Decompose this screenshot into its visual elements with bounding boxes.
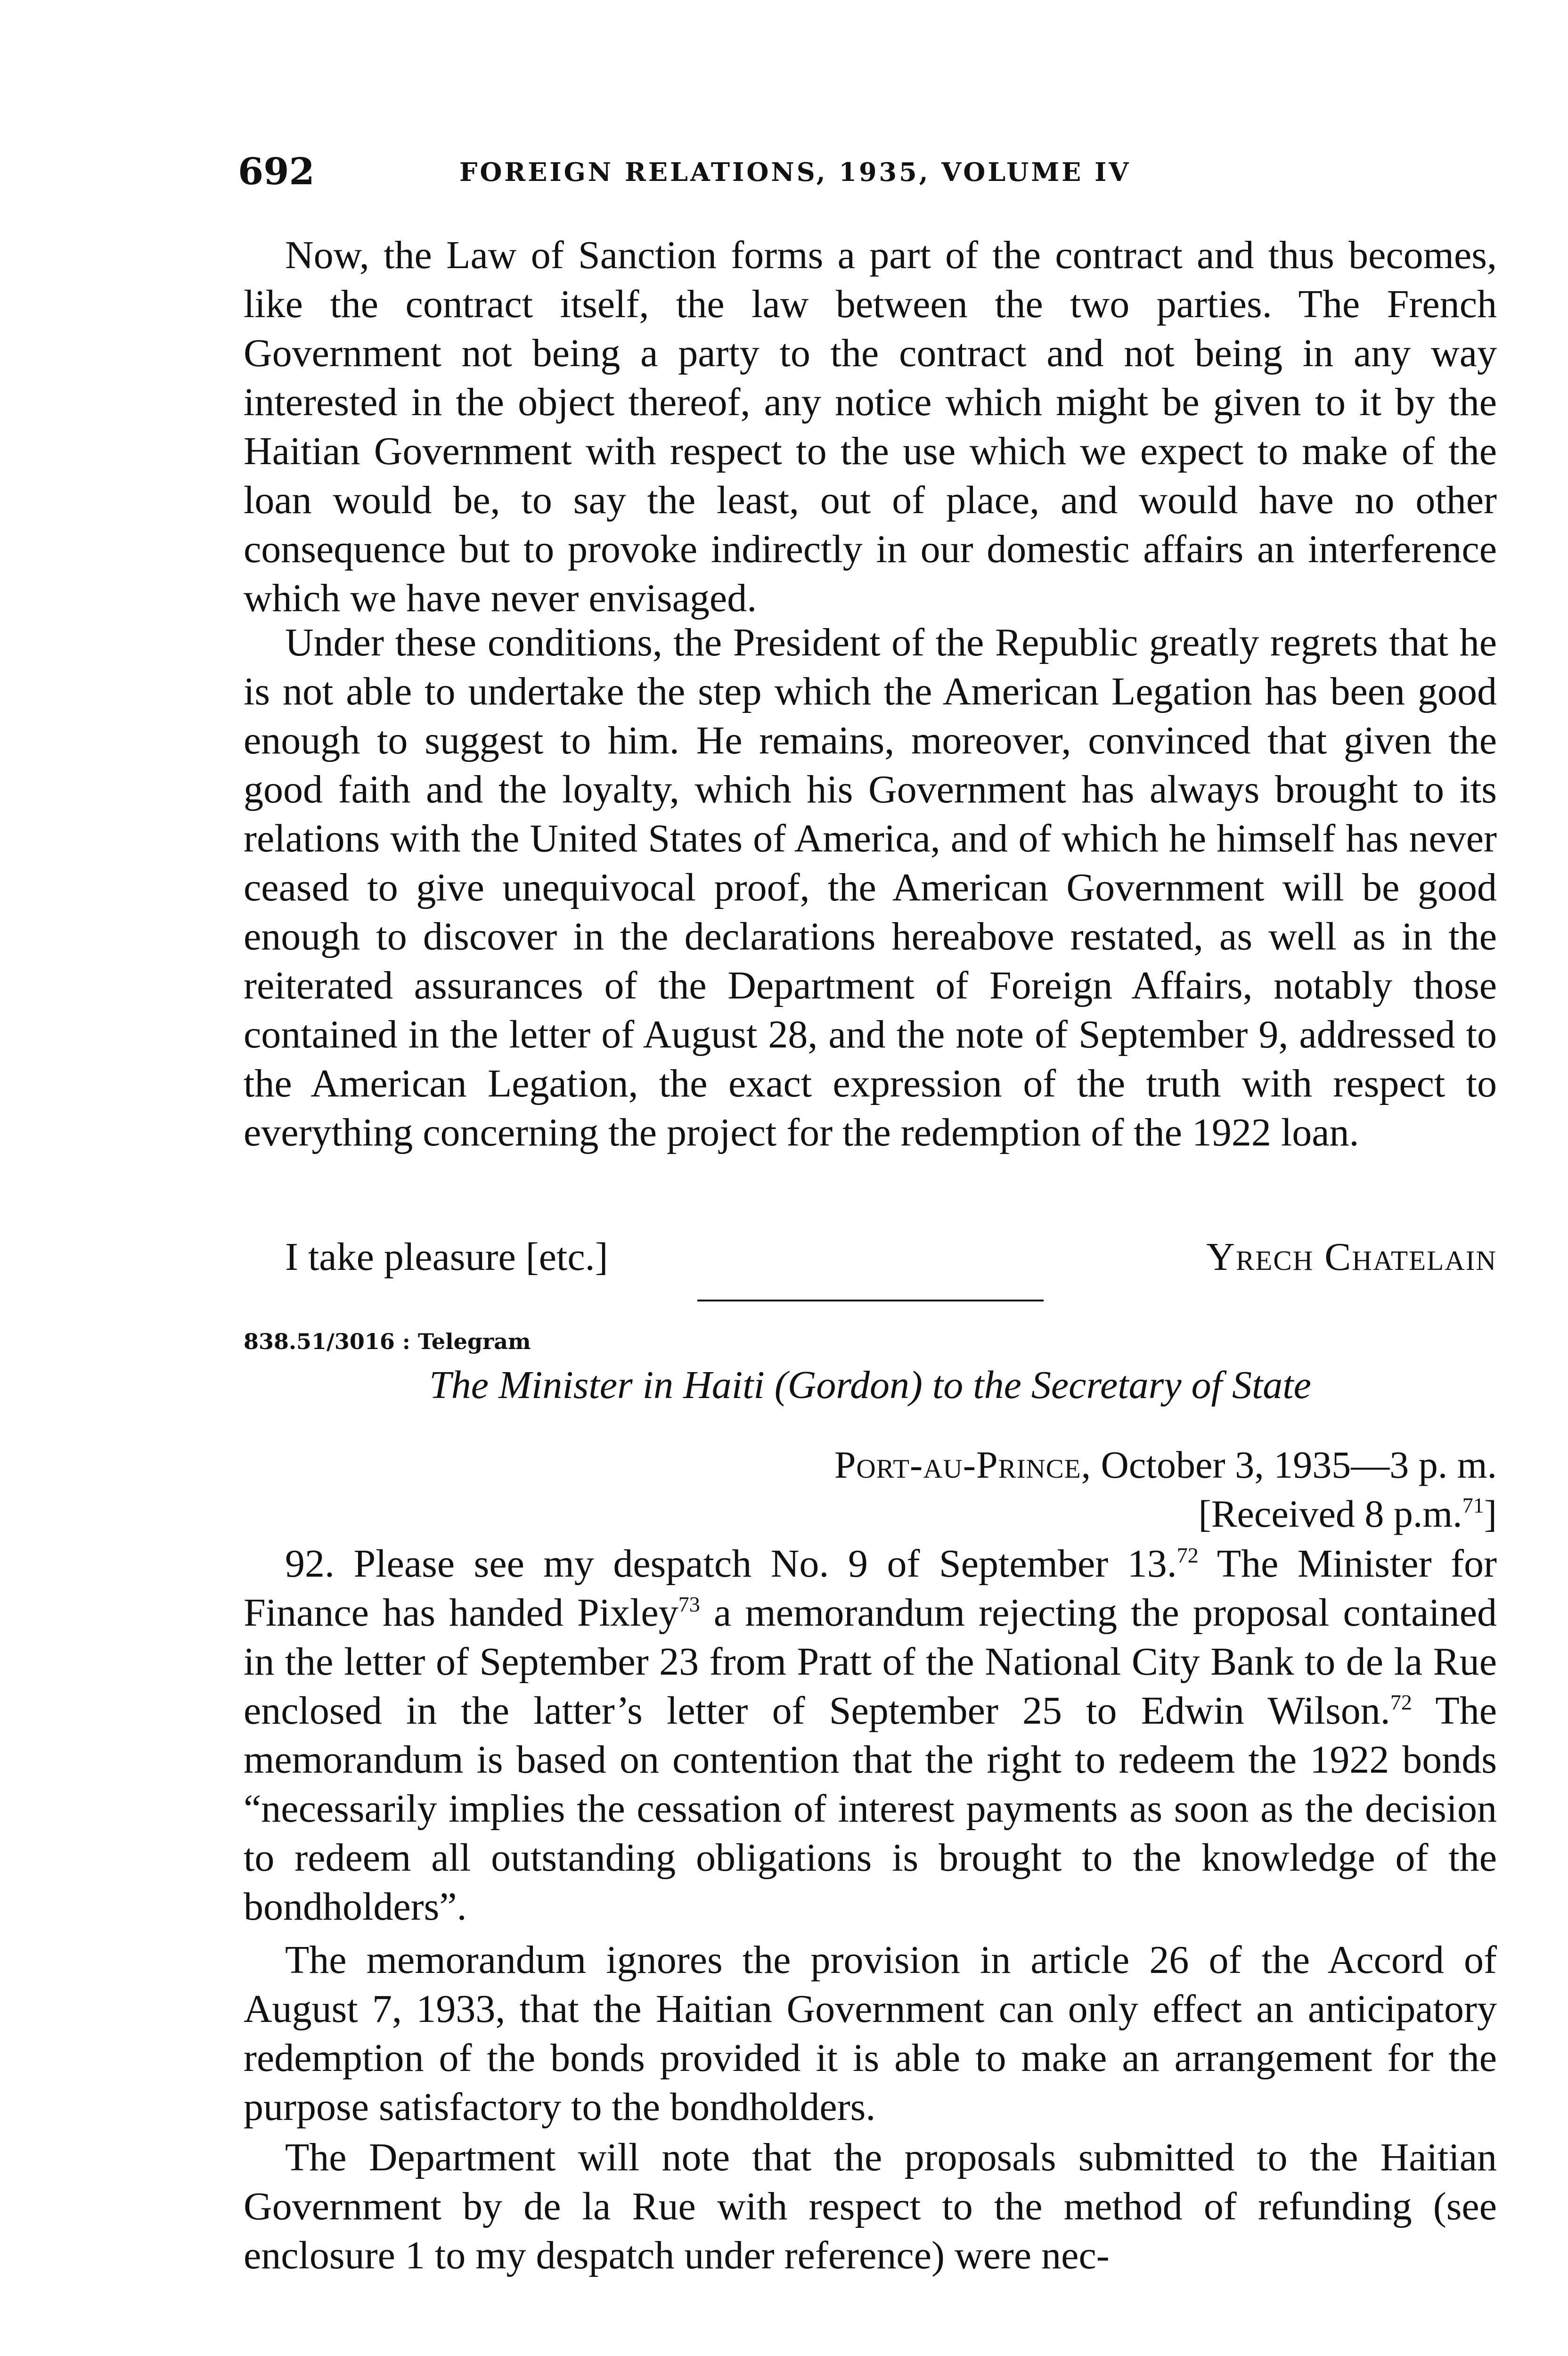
running-title: FOREIGN RELATIONS, 1935, VOLUME IV (459, 157, 1131, 187)
paragraph-president-regrets (244, 618, 1497, 1157)
section-divider (697, 1300, 1044, 1301)
paragraph-text: The Department will note that the proposals submitted to the Haitian Government by de la Rue with respect to the method of refunding (see enclosure 1 to my despatch under reference) were nec- (244, 2135, 1497, 2277)
page-number: 692 (238, 150, 315, 193)
paragraph-text: Now, the Law of Sanction forms a part of the contract and thus becomes, like the contract itself, the law between the two parties. The French Government not being a party to the contract and not being in any way interested in the object thereof, any notice which might be given to it by the Haitian Government with respect to the use which we expect to make of the loan would be, to say the least, out of place, and would have no other consequence but to provoke indirectly in our domestic affairs an interference which we have never envisaged. (244, 233, 1497, 620)
closing-phrase: I take pleasure [etc.] (285, 1235, 608, 1279)
paragraph-text: The Minister for Finance has handed Pixley (244, 1542, 1497, 1635)
dateline (244, 1440, 1497, 1489)
footnote-ref: 72 (1390, 1690, 1412, 1714)
dateline-date: October 3, 1935—3 p. m. (1101, 1443, 1497, 1486)
paragraph-department-note (244, 2133, 1497, 2280)
paragraph-text: a memorandum rejecting the proposal contained in the letter of September 23 from Pratt of the National City Bank to de la Rue enclosed in the latter’s letter of September 25 to Edwin Wilson. (244, 1591, 1497, 1733)
footnote-ref: 73 (678, 1592, 700, 1616)
received-close: ] (1484, 1492, 1497, 1535)
paragraph-text: The memorandum ignores the provision in article 26 of the Accord of August 7, 1933, that the Haitian Government can only effect an anticipatory redemption of the bonds provided it is able to make an arrangement for the purpose satisfactory to the bondholders. (244, 1938, 1497, 2129)
file-reference: 838.51/3016 : Telegram (244, 1329, 531, 1354)
footnote-ref: 71 (1462, 1493, 1484, 1517)
paragraph-text: Under these conditions, the President of the Republic greatly regrets that he is not able to undertake the step which the American Legation has been good enough to suggest to him. He remains, moreover, convinced that given the good faith and the loyalty, which his Government has always brought to its relations with the United States of America, and of which he himself has never ceased to give unequivocal proof, the American Government will be good enough to discover in the declarations hereabove restated, as well as in the reiterated assurances of the Department of Foreign Affairs, notably those contained in the letter of August 28, and the note of September 9, addressed to the American Legation, the exact expression of the truth with respect to everything concerning the project for the redemption of the 1922 loan. (244, 621, 1497, 1154)
paragraph-text: Please see my despatch No. 9 of September 13. (353, 1542, 1177, 1586)
paragraph-text: The memorandum is based on contention that the right to redeem the 1922 bonds “necessarily implies the cessation of interest payments as soon as the decision to redeem all outstanding obligations is brought to the knowledge of the bondholders”. (244, 1689, 1497, 1929)
paragraph-memorandum-ignores (244, 1936, 1497, 2132)
paragraph-number: 92. (285, 1542, 335, 1586)
paragraph-telegram-92 (244, 1539, 1497, 1931)
signature: Yrech Chatelain (1206, 1235, 1497, 1279)
page-header (238, 144, 1496, 200)
closing-row (244, 1231, 1497, 1283)
dateline-place: Port-au-Prince, (834, 1443, 1092, 1486)
received-text: [Received 8 p.m. (1198, 1492, 1462, 1535)
received-line (244, 1489, 1497, 1538)
document-title: The Minister in Haiti (Gordon) to the Secretary of State (429, 1363, 1311, 1407)
footnote-ref: 72 (1176, 1543, 1199, 1567)
paragraph-law-of-sanction (244, 231, 1497, 623)
